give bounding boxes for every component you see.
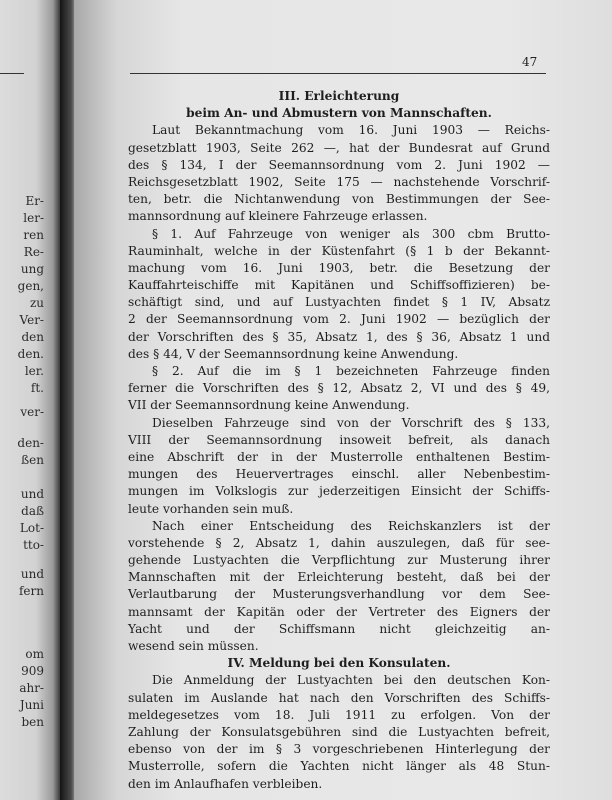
left-page-line: ßen bbox=[21, 453, 44, 467]
text-line: des § 44, V der Seemannsordnung keine Anwendung. bbox=[128, 346, 459, 361]
left-page-edge bbox=[0, 0, 60, 800]
left-page-line: daß bbox=[21, 504, 44, 518]
text-line: schäftigt sind, und auf Lustyachten findet § 1 IV, Absatz bbox=[128, 295, 550, 310]
text-line: Mannschaften mit der Erleichterung besteht, daß bei der bbox=[128, 570, 550, 585]
text-line: den im Anlaufhafen verbleiben. bbox=[128, 776, 323, 791]
text-line: ebenso von der im § 3 vorgeschriebenen Hinterlegung der bbox=[128, 742, 550, 757]
text-line: VIII der Seemannsordnung insoweit befreit, als danach bbox=[128, 432, 550, 447]
text-line: Laut Bekanntmachung vom 16. Juni 1903 — Reichs- bbox=[152, 123, 550, 138]
left-page-line: Ver- bbox=[19, 313, 44, 327]
left-page-line: Re- bbox=[23, 245, 44, 259]
left-page-line: om bbox=[25, 647, 44, 661]
text-line: Musterrolle, sofern die Yachten nicht länger als 48 Stun- bbox=[128, 759, 550, 774]
left-page-line: den- bbox=[17, 436, 44, 450]
left-page-line: fern bbox=[18, 584, 44, 598]
left-page-line: ren bbox=[23, 228, 44, 242]
text-line: § 1. Auf Fahrzeuge von weniger als 300 cbm Brutto- bbox=[152, 226, 550, 241]
page-text bbox=[128, 88, 550, 793]
text-line: mungen im Volkslogis zur jederzeitigen Einsicht der Schiffs- bbox=[128, 484, 550, 499]
left-page-line: Er- bbox=[25, 194, 44, 208]
text-line: Reichsgesetzblatt 1902, Seite 175 — nachstehende Vorschrif- bbox=[128, 174, 550, 189]
left-page-line: den. bbox=[17, 347, 44, 361]
text-line: 2 der Seemannsordnung vom 2. Juni 1902 — bezüglich der bbox=[128, 312, 550, 327]
left-page-line: 909 bbox=[21, 664, 44, 678]
text-line: Yacht und der Schiffsmann nicht gleichzeitig an- bbox=[128, 621, 550, 636]
text-line: leute vorhanden sein muß. bbox=[128, 501, 294, 516]
left-page-line: ler- bbox=[23, 211, 44, 225]
text-line: Verlautbarung der Musterungsverhandlung vor dem See- bbox=[128, 587, 550, 602]
left-page-line: ler. bbox=[24, 364, 44, 378]
left-page-line: ahr- bbox=[19, 681, 44, 695]
text-line: VII der Seemannsordnung keine Anwendung. bbox=[128, 398, 410, 413]
text-line: § 2. Auf die im § 1 bezeichneten Fahrzeuge finden bbox=[152, 364, 550, 378]
text-line: machung vom 16. Juni 1903, betr. die Besetzung der bbox=[128, 260, 550, 275]
text-line: sulaten im Auslande hat nach den Vorschriften des Schiffs- bbox=[128, 690, 550, 705]
text-line: gehende Lustyachten die Verpflichtung zur Musterung ihrer bbox=[128, 553, 550, 568]
right-page bbox=[74, 0, 612, 800]
left-page-line: Lot- bbox=[19, 521, 44, 535]
text-line: Kauffahrteischiffe mit Kapitänen und Schiffsoffizieren) be- bbox=[128, 278, 550, 293]
section-subheading: beim An- und Abmustern von Mannschaften. bbox=[186, 106, 492, 121]
text-line: Dieselben Fahrzeuge sind von der Vorschrift des § 133, bbox=[152, 415, 550, 430]
text-line: vorstehende § 2, Absatz 1, dahin auszulegen, daß für see- bbox=[128, 535, 550, 550]
left-page-line: tto- bbox=[23, 538, 44, 552]
header-rule bbox=[130, 73, 546, 74]
left-page-line: zu bbox=[29, 296, 44, 310]
text-line: Die Anmeldung der Lustyachten bei den deutschen Kon- bbox=[152, 673, 550, 688]
text-line: Nach einer Entscheidung des Reichskanzlers ist der bbox=[152, 518, 550, 533]
left-page-line: und bbox=[20, 567, 44, 581]
text-line: mungen des Heuervertrages einschl. aller Nebenbestim- bbox=[128, 467, 550, 482]
text-line: mannsamt der Kapitän oder der Vertreter des Eigners der bbox=[128, 604, 550, 619]
text-line: ten, betr. die Nichtanwendung von Bestimmungen der See- bbox=[128, 192, 550, 207]
text-line: eine Abschrift der in der Musterrolle enthaltenen Bestim- bbox=[128, 449, 550, 464]
text-line: ferner die Vorschriften des § 12, Absatz 2, VI und des § 49, bbox=[128, 381, 550, 396]
text-line: Rauminhalt, welche in der Küstenfahrt (§ 1 b der Bekannt- bbox=[128, 243, 550, 258]
left-page-line: ft. bbox=[30, 381, 44, 395]
text-line: der Vorschriften des § 35, Absatz 1, des § 36, Absatz 1 und bbox=[128, 329, 550, 344]
text-line: Zahlung der Konsulatsgebühren sind die Lustyachten befreit, bbox=[128, 724, 550, 739]
text-line: mannsordnung auf kleinere Fahrzeuge erlassen. bbox=[128, 209, 428, 224]
left-header-rule bbox=[0, 73, 24, 74]
left-page-line: und bbox=[20, 487, 44, 501]
section-heading: IV. Meldung bei den Konsulaten. bbox=[227, 656, 451, 671]
left-page-line: Juni bbox=[19, 698, 44, 712]
text-line: meldegesetzes vom 18. Juli 1911 zu erfolgen. Von der bbox=[128, 707, 550, 722]
left-page-line: ver- bbox=[20, 405, 44, 419]
left-page-line: gen, bbox=[17, 279, 44, 293]
text-line: des § 134, I der Seemannsordnung vom 2. Juni 1902 — bbox=[128, 157, 550, 172]
left-page-line: den bbox=[21, 330, 44, 344]
left-page-line: ben bbox=[21, 715, 44, 729]
text-line: wesend sein müssen. bbox=[128, 639, 259, 653]
section-heading: III. Erleichterung bbox=[278, 89, 400, 103]
page-number: 47 bbox=[522, 55, 538, 69]
text-line: gesetzblatt 1903, Seite 262 —, hat der Bundesrat auf Grund bbox=[128, 140, 550, 155]
left-page-line: ung bbox=[20, 262, 44, 276]
